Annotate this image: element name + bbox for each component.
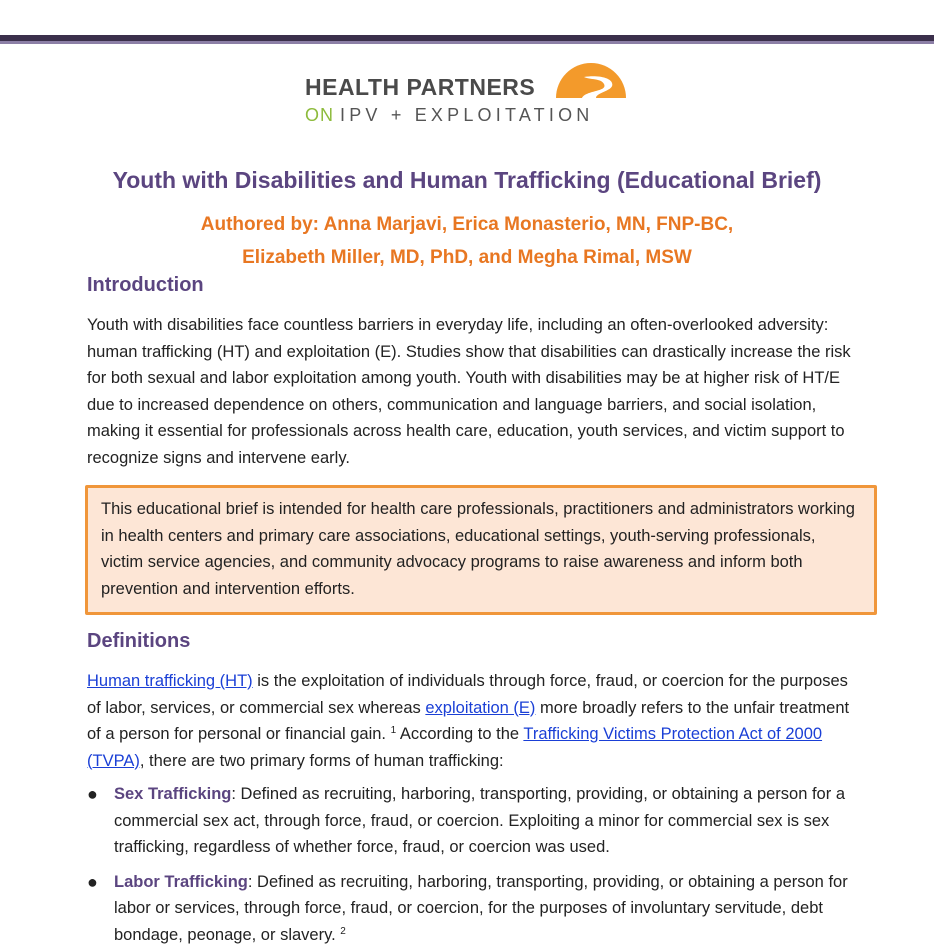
logo	[305, 50, 635, 130]
labor-trafficking-definition: : Defined as recruiting, harboring, transporting, providing, or obtaining a person for labor or services, through force, fraud, or coercion, for the purposes of involuntary servitude, debt bondage, peonage, or slavery.	[114, 872, 848, 944]
trafficking-types-list	[87, 781, 857, 946]
definitions-text-2: more broadly refers to the unfair treatment of a person for personal or financial gain.	[87, 698, 850, 743]
definitions-text-3: According to the	[396, 725, 524, 743]
page-title: Youth with Disabilities and Human Trafficking (Educational Brief)	[112, 167, 822, 193]
definitions-heading: Definitions	[87, 630, 191, 652]
header-bar-light	[0, 41, 934, 44]
bullet-icon: ●	[87, 784, 98, 804]
definitions-text-1: is the exploitation of individuals through force, fraud, or coercion for the purposes of labor, services, or commercial sex whereas	[87, 672, 848, 717]
introduction-heading: Introduction	[87, 274, 204, 296]
sunrise-road-icon	[552, 50, 630, 100]
exploitation-link[interactable]: exploitation (E)	[425, 698, 536, 717]
list-item-sex-trafficking	[87, 781, 857, 861]
authors-line-1: Authored by: Anna Marjavi, Erica Monasterio, MN, FNP-BC,	[200, 214, 734, 235]
footnote-1: 1	[390, 725, 397, 736]
bullet-icon: ●	[87, 871, 98, 892]
footnote-2: 2	[340, 925, 346, 937]
logo-title: HEALTH PARTNERS	[305, 74, 536, 100]
definitions-paragraph	[87, 668, 857, 774]
logo-subtitle-on: ON	[305, 105, 334, 125]
authors	[0, 208, 934, 274]
tvpa-link[interactable]: Trafficking Victims Protection Act of 2000 (TVPA)	[87, 725, 823, 770]
logo-subtitle	[305, 105, 593, 126]
introduction-paragraph: Youth with disabilities face countless barriers in everyday life, including an often-overlooked adversity: human trafficking (HT) and exploitation (E). Studies show that disabilities can drastically increase the risk for both sexual and labor exploitation among youth. Youth with disabilities may be at higher risk of HT/E due to increased dependence on others, communication and language barriers, and social isolation, making it essential for professionals across health care, education, youth services, and victim support to recognize signs and intervene early.	[87, 316, 851, 467]
audience-callout: This educational brief is intended for health care professionals, practitioners and administrators working in health centers and primary care associations, educational settings, youth-serving professionals, victim service agencies, and community advocacy programs to raise awareness and inform both prevention and intervention efforts.	[85, 485, 877, 615]
list-item-labor-trafficking	[87, 869, 857, 946]
human-trafficking-link[interactable]: Human trafficking (HT)	[87, 672, 253, 690]
definitions-text-4: , there are two primary forms of human trafficking:	[139, 751, 504, 770]
authors-line-2: Elizabeth Miller, MD, PhD, and Megha Rimal, MSW	[242, 247, 692, 268]
sex-trafficking-definition: : Defined as recruiting, harboring, transporting, providing, or obtaining a person for a commercial sex act, through force, fraud, or coercion. Exploiting a minor for commercial sex is sex trafficking, regardless of whether force, fraud, or coercion was used.	[114, 785, 845, 856]
logo-subtitle-rest: IPV + EXPLOITATION	[340, 105, 594, 125]
term-labor-trafficking: Labor Trafficking	[114, 872, 248, 891]
term-sex-trafficking: Sex Trafficking	[114, 785, 232, 803]
